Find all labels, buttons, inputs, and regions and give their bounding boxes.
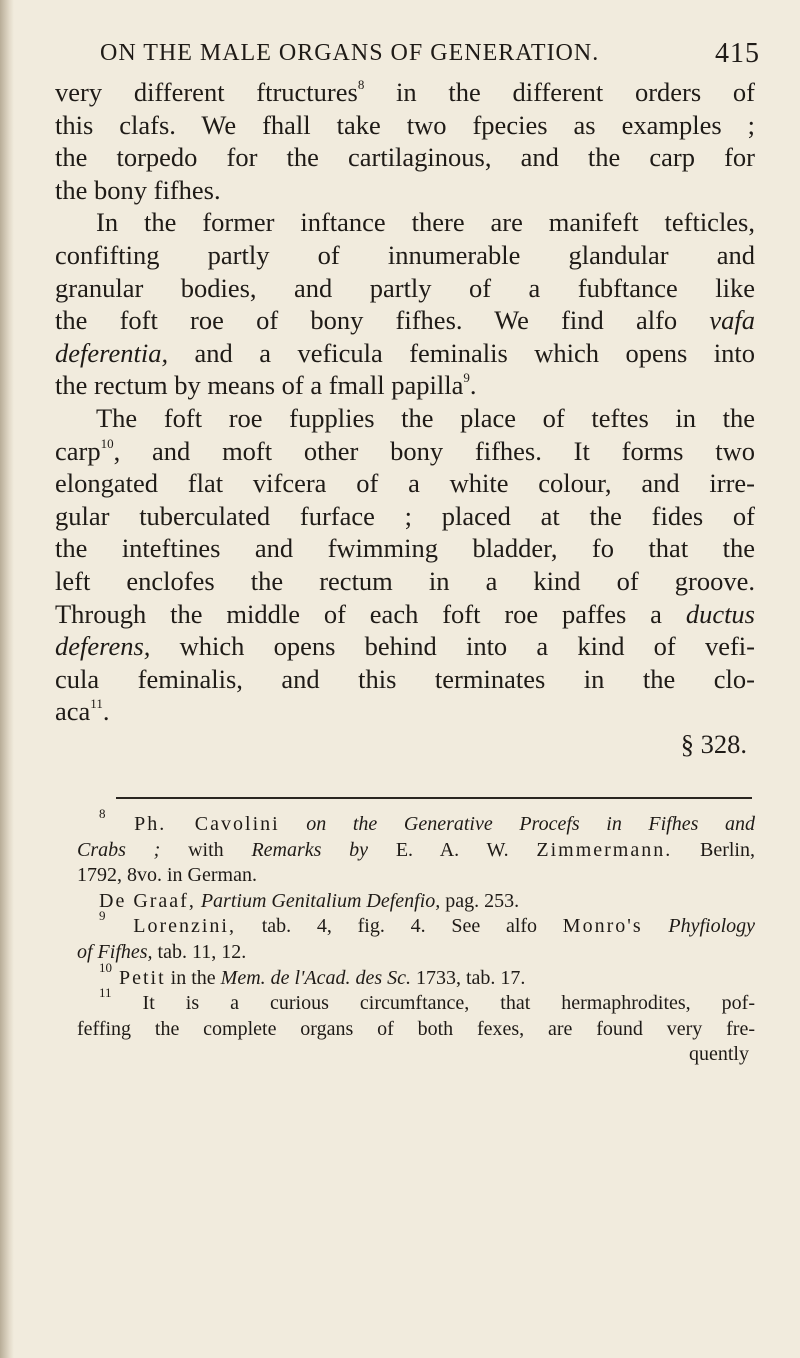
text-run: the rectum by means of a fmall papilla xyxy=(55,370,464,401)
footnote-marker: 11 xyxy=(90,696,103,712)
text-run: pag. 253. xyxy=(440,889,520,912)
text-run: Monro's xyxy=(562,915,643,938)
text-run: 1792, 8vo. in German. xyxy=(77,864,257,887)
text-run: De Graaf, xyxy=(99,889,196,912)
italic-text: Phyfiology xyxy=(668,915,756,938)
text-run: . xyxy=(469,370,477,401)
footnote-line xyxy=(77,1042,755,1068)
italic-text: vafa xyxy=(709,305,755,336)
text-run: in the different orders of xyxy=(364,77,755,107)
footnote-marker: 8 xyxy=(99,806,106,821)
text-run: E. A. W. xyxy=(368,838,537,861)
footnote-marker: 10 xyxy=(99,959,112,975)
footnote-line xyxy=(77,908,756,940)
footnote-marker: 11 xyxy=(99,985,112,1001)
page-number: 415 xyxy=(715,38,760,69)
footnote-line xyxy=(77,863,755,889)
text-line xyxy=(55,174,755,207)
text-run: and a veficula feminalis which opens into xyxy=(168,337,755,368)
text-run: cula feminalis, and this terminates in the clo- xyxy=(55,663,755,694)
text-line xyxy=(55,435,755,468)
text-run: Ph. Cavolini xyxy=(105,813,280,835)
text-line xyxy=(55,239,755,272)
text-run: . xyxy=(102,696,110,727)
text-run: left enclofes the rectum in a kind of groove. xyxy=(55,565,755,596)
text-line xyxy=(55,141,755,174)
text-line xyxy=(55,500,755,533)
text-run: in the xyxy=(165,966,221,989)
italic-text: Remarks by xyxy=(251,838,369,861)
text-run: 1733, tab. 17. xyxy=(411,966,526,989)
text-run: with xyxy=(160,838,252,861)
text-line xyxy=(55,565,755,598)
footnote-line xyxy=(77,889,755,915)
text-run: which opens behind into a kind of vefi- xyxy=(150,631,755,662)
text-line xyxy=(55,728,755,761)
text-run: Zimmermann. xyxy=(536,838,673,861)
text-run: It is a curious circumftance, that hermaphrodites, pof- xyxy=(111,992,755,1015)
text-run: quently xyxy=(689,1043,749,1066)
footnote-line xyxy=(77,985,755,1017)
text-run: , and moft other bony fifhes. It forms two xyxy=(113,435,755,466)
text-run: tab. 11, 12. xyxy=(152,940,247,963)
footnote-rule xyxy=(116,797,752,799)
text-run: The foft roe fupplies the place of teftes in the xyxy=(96,402,755,433)
text-line xyxy=(55,206,755,239)
text-run: the inteftines and fwimming bladder, fo that the xyxy=(55,533,755,564)
text-run: the foft roe of bony fifhes. We find alfo xyxy=(55,305,710,336)
text-run: Through the middle of each foft roe paffes a xyxy=(55,598,686,629)
footnote-marker: 9 xyxy=(463,370,470,386)
italic-text: Crabs ; xyxy=(77,838,161,861)
text-line xyxy=(55,695,755,728)
text-run: Lorenzini, xyxy=(105,915,236,938)
italic-text: deferens, xyxy=(55,631,151,662)
text-line xyxy=(55,598,755,631)
footnotes xyxy=(77,806,756,1068)
running-title: ON THE MALE ORGANS OF GENERATION. xyxy=(100,40,600,66)
text-run: this clafs. We fhall take two fpecies as examples ; xyxy=(55,109,755,140)
italic-text: Mem. de l'Acad. des Sc. xyxy=(220,966,411,989)
text-line xyxy=(55,532,755,565)
text-run: aca xyxy=(55,696,91,727)
text-run: the torpedo for the cartilaginous, and the carp for xyxy=(55,142,755,173)
italic-text: ductus xyxy=(685,598,755,629)
footnote-line xyxy=(77,959,755,992)
italic-text: Partium Genitalium Defenfio, xyxy=(200,889,441,912)
text-run: Petit xyxy=(112,966,166,989)
footnote-marker: 8 xyxy=(357,77,365,92)
footnote-line xyxy=(77,940,755,966)
text-run: tab. 4, fig. 4. See alfo xyxy=(235,915,563,938)
text-run: confifting partly of innumerable glandular and xyxy=(55,239,755,270)
italic-text: of Fifhes, xyxy=(77,940,153,963)
text-run: granular bodies, and partly of a fubftance like xyxy=(55,272,755,303)
footnote-line xyxy=(77,1017,755,1043)
text-line xyxy=(55,109,755,142)
text-line xyxy=(55,337,755,370)
text-run: § 328. xyxy=(680,728,747,759)
text-line xyxy=(55,630,755,663)
italic-text: deferentia, xyxy=(55,337,169,368)
text-line xyxy=(55,467,755,500)
text-run xyxy=(280,813,307,835)
text-line xyxy=(55,402,755,435)
text-run: very different ftructures xyxy=(55,77,358,107)
text-line xyxy=(55,272,755,305)
text-line xyxy=(55,304,755,337)
main-text xyxy=(55,76,755,760)
text-run xyxy=(643,915,669,937)
footnote-line xyxy=(77,806,755,838)
text-run: elongated flat vifcera of a white colour, and irre- xyxy=(55,468,755,499)
text-line xyxy=(55,76,755,109)
text-run: the bony fifhes. xyxy=(55,174,221,205)
text-run: carp xyxy=(55,435,101,466)
footnote-marker: 9 xyxy=(99,908,106,924)
book-spine-shadow xyxy=(0,0,14,1358)
text-run: Berlin, xyxy=(672,838,755,861)
footnote-marker: 10 xyxy=(100,435,114,451)
text-run: feffing the complete organs of both fexes, are found very fre- xyxy=(77,1017,755,1040)
text-run: gular tuberculated furface ; placed at the fides of xyxy=(55,500,755,531)
text-line xyxy=(55,663,755,696)
footnote-line xyxy=(77,838,755,864)
italic-text: on the Generative Procefs in Fifhes and xyxy=(306,813,755,835)
text-run: In the former inftance there are manifeft tefticles, xyxy=(96,207,755,238)
text-line xyxy=(55,369,755,402)
